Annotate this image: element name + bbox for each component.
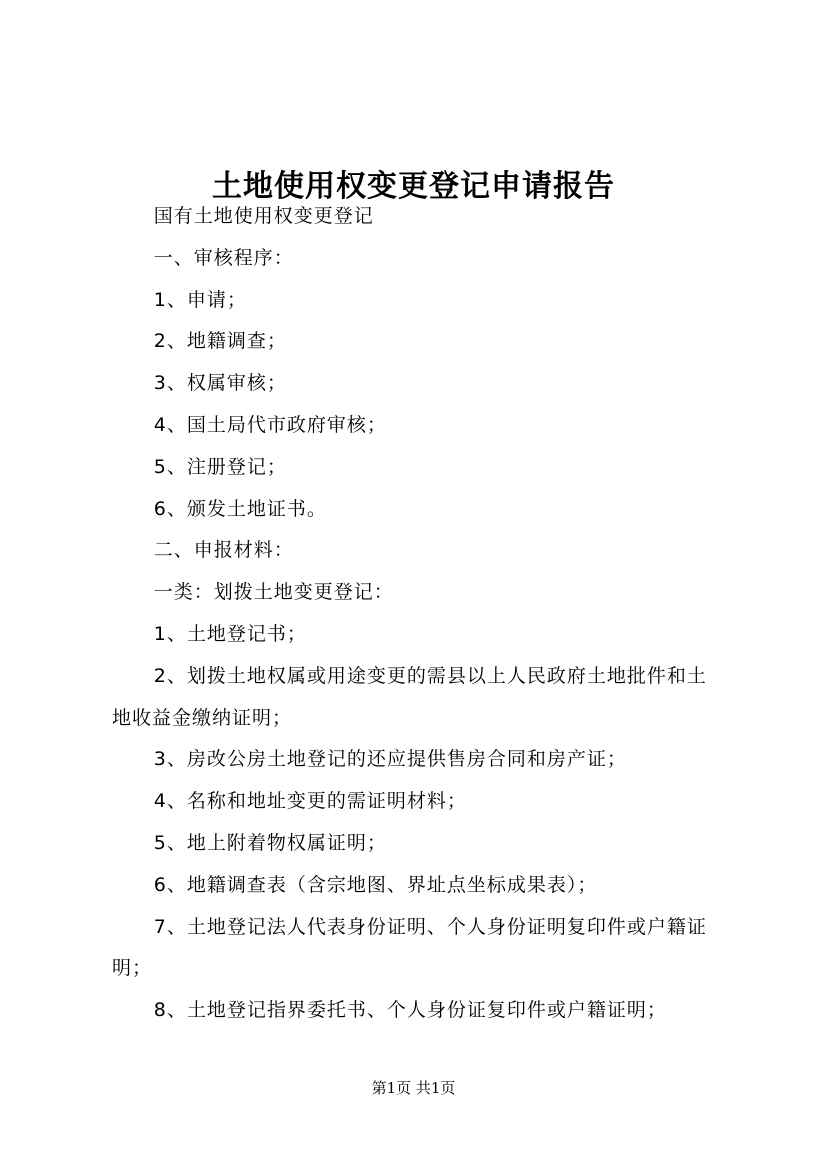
list-item: 8、土地登记指界委托书、个人身份证复印件或户籍证明； (153, 999, 667, 1022)
document-title: 土地使用权变更登记申请报告 (212, 169, 615, 205)
subsection-heading: 一类：划拨土地变更登记： (153, 581, 394, 604)
section-heading: 二、申报材料： (153, 539, 294, 562)
list-item: 3、权属审核； (153, 372, 287, 395)
section-heading: 一、审核程序： (153, 246, 294, 269)
list-item: 2、划拨土地权属或用途变更的需县以上人民政府土地批件和土地收益金缴纳证明； (112, 664, 707, 729)
list-item: 4、国土局代市政府审核； (153, 413, 387, 436)
list-item: 7、土地登记法人代表身份证明、个人身份证明复印件或户籍证明； (112, 915, 707, 980)
list-item: 3、房改公房土地登记的还应提供售房合同和房产证； (153, 748, 627, 771)
list-item: 6、颁发土地证书。 (153, 497, 327, 520)
list-item: 2、地籍调查； (153, 330, 287, 353)
list-item: 4、名称和地址变更的需证明材料； (153, 790, 467, 813)
list-item: 1、申请； (153, 288, 247, 311)
list-item: 5、地上附着物权属证明； (153, 831, 387, 854)
list-item: 5、注册登记； (153, 455, 287, 478)
document-body (112, 196, 722, 1032)
paragraph: 国有土地使用权变更登记 (153, 205, 374, 227)
list-item: 1、土地登记书； (153, 622, 307, 645)
list-item: 6、地籍调查表（含宗地图、界址点坐标成果表）； (153, 873, 598, 896)
page-footer: 第1页 共1页 (371, 1079, 456, 1097)
